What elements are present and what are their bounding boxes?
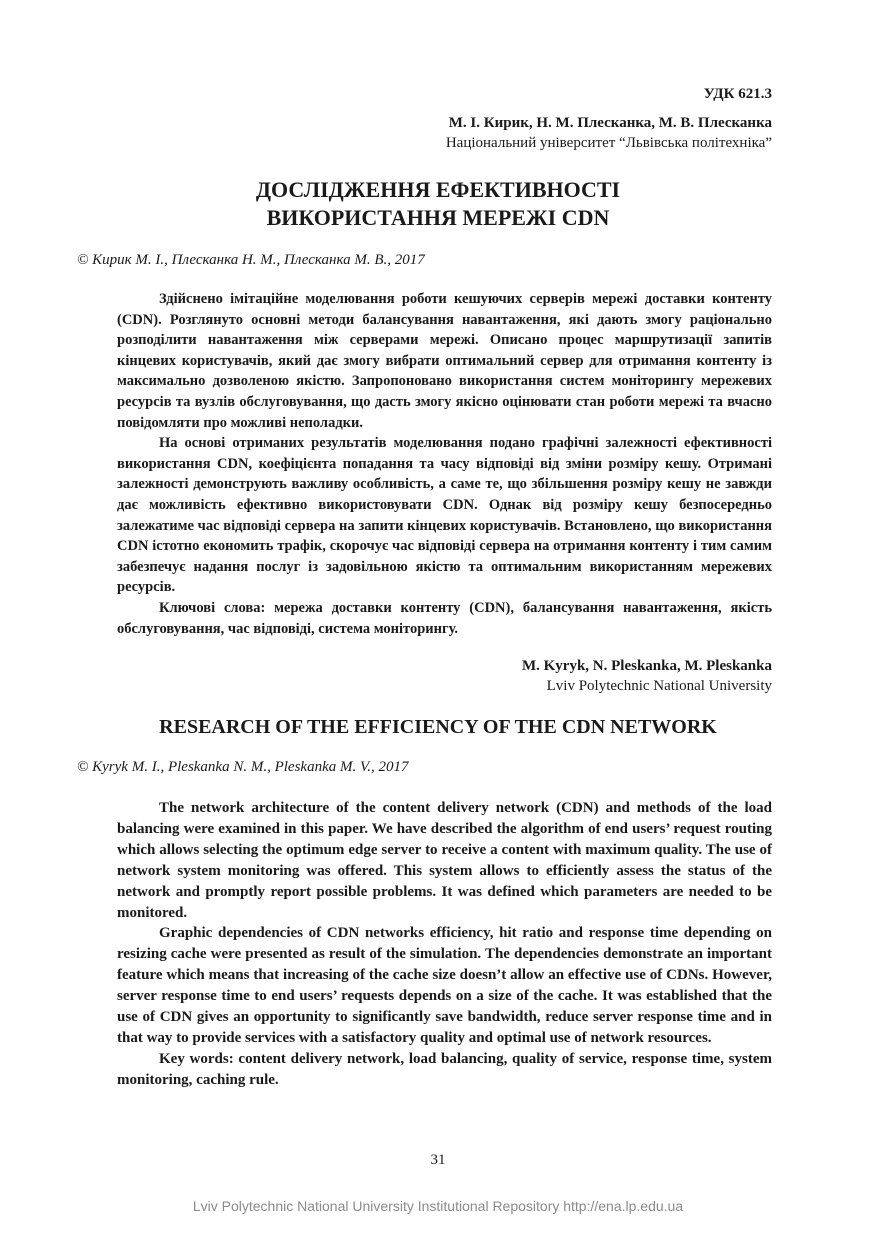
keywords-english: Key words: content delivery network, load balancing, quality of service, response time, system monitoring, caching rule.	[117, 1050, 772, 1088]
copyright-english: © Kyryk M. I., Pleskanka N. M., Pleskanka M. V., 2017	[77, 759, 409, 775]
authors-ukrainian: М. І. Кирик, Н. М. Плесканка, М. В. Плесканка	[448, 115, 772, 131]
page-number: 31	[430, 1152, 446, 1168]
title-ukrainian-line-2: ВИКОРИСТАННЯ МЕРЕЖІ CDN	[266, 205, 610, 230]
udk-code: УДК 621.3	[703, 86, 772, 102]
abstract-english-paragraph-2: Graphic dependencies of CDN networks efficiency, hit ratio and response time depending on resizing cache were presented as result of the simulation. The dependencies demonstrate an important feature which means that increasing of the cache size doesn’t allow an effective use of CDNs. However, server response time to end users’ requests depends on a size of the cache. It was established that the use of CDN gives an opportunity to significantly save bandwidth, reduce server response time and in that way to provide services with a satisfactory quality and optimal use of network resources.	[117, 925, 772, 1046]
title-english: RESEARCH OF THE EFFICIENCY OF THE CDN NETWORK	[159, 716, 717, 738]
keywords-ukrainian: Ключові слова: мережа доставки контенту (CDN), балансування навантаження, якість обслуговування, час відповіді, система моніторингу.	[117, 599, 772, 637]
abstract-ukrainian-paragraph-2: На основі отриманих результатів моделювання подано графічні залежності ефективності використання CDN, коефіцієнта попадання та часу відповіді від зміни розміру кешу. Отримані залежності демонструють важливу особливість, а саме те, що збільшення розміру кешу не завжди дає можливість ефективно використовувати CDN. Однак від розміру кешу безпосередньо залежатиме час відповіді сервера на запити кінцевих користувачів. Встановлено, що використання CDN істотно економить трафік, скорочує час відповіді сервера на отримання контенту і тим самим забезпечує надання послуг із задовільною якістю та оптимальним використанням мережевих ресурсів.	[117, 435, 772, 596]
abstract-english-paragraph-1: The network architecture of the content delivery network (CDN) and methods of the load balancing were examined in this paper. We have described the algorithm of end users’ request routing which allows selecting the optimum edge server to receive a content with maximum quality. The use of network system monitoring was offered. This system allows to efficiently assess the status of the network and promptly report possible problems. It was defined which parameters are needed to be monitored.	[117, 800, 772, 921]
abstract-english	[117, 798, 772, 1091]
authors-english: M. Kyryk, N. Pleskanka, M. Pleskanka	[521, 658, 772, 674]
abstract-ukrainian	[117, 289, 772, 639]
copyright-ukrainian: © Кирик М. І., Плесканка Н. М., Плесканка М. В., 2017	[77, 252, 425, 268]
affiliation-ukrainian: Національний університет “Львівська політехніка”	[445, 135, 772, 151]
affiliation-english: Lviv Polytechnic National University	[546, 678, 772, 694]
title-ukrainian-line-1: ДОСЛІДЖЕННЯ ЕФЕКТИВНОСТІ	[255, 177, 621, 202]
repository-footer: Lviv Polytechnic National University Institutional Repository http://ena.lp.edu.ua	[192, 1198, 684, 1214]
abstract-ukrainian-paragraph-1: Здійснено імітаційне моделювання роботи кешуючих серверів мережі доставки контенту (CDN). Розглянуто основні методи балансування навантаження, які дають змогу раціонально розподілити навантаження між серверами мережі. Описано процес маршрутизації запитів кінцевих користувачів, який дає змогу вибрати оптимальний сервер для отримання контенту із максимально дозволеною якістю. Запропоновано використання систем моніторингу мережевих ресурсів та вузлів обслуговування, що дасть змогу якісно оцінювати стан роботи мережі та вчасно повідомляти про можливі неполадки.	[117, 291, 772, 431]
title-ukrainian	[0, 176, 876, 232]
